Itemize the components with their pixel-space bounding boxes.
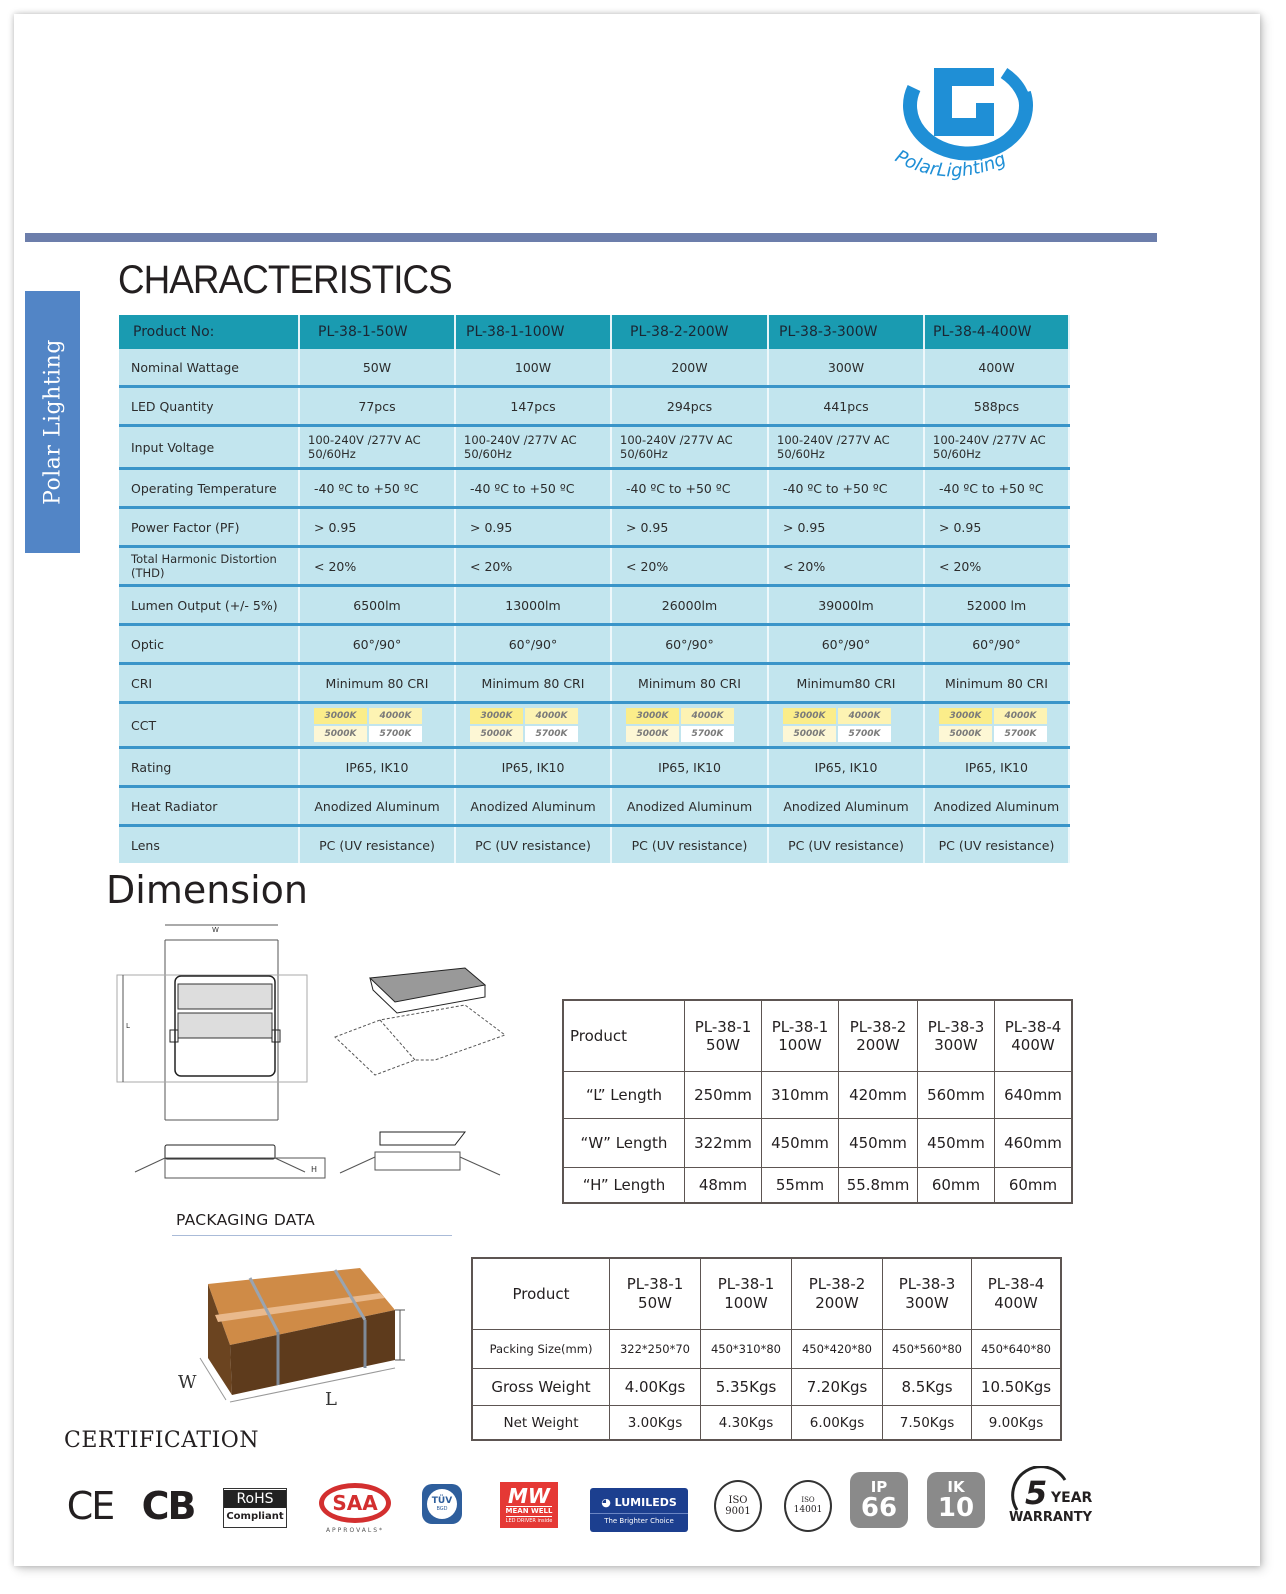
row-label: Optic bbox=[119, 625, 299, 664]
row-label: “L” Length bbox=[563, 1072, 685, 1119]
cct-chip: 5000K bbox=[939, 726, 992, 742]
cct-cell bbox=[611, 703, 768, 748]
cct-chip: 5700K bbox=[838, 726, 891, 742]
value-cell: 7.20Kgs bbox=[792, 1369, 883, 1406]
saa-badge-icon bbox=[314, 1478, 396, 1538]
logo-g-icon bbox=[934, 68, 994, 136]
value-cell: 100-240V /277V AC 50/60Hz bbox=[768, 426, 924, 469]
tuv-badge-icon bbox=[422, 1484, 462, 1524]
value-cell: 460mm bbox=[995, 1119, 1073, 1168]
cct-options bbox=[783, 708, 891, 742]
warranty-badge-icon bbox=[1005, 1466, 1100, 1530]
table-header-row bbox=[119, 315, 1069, 349]
mean-well-badge-icon bbox=[500, 1482, 558, 1528]
value-cell: 6.00Kgs bbox=[792, 1406, 883, 1441]
value-cell: 420mm bbox=[839, 1072, 918, 1119]
cct-chip: 4000K bbox=[681, 708, 734, 724]
value-cell: 9.00Kgs bbox=[972, 1406, 1062, 1441]
value-cell: 450mm bbox=[762, 1119, 839, 1168]
header-cell: PL-38-4-400W bbox=[924, 315, 1069, 349]
meanwell-name: MEAN WELL bbox=[505, 1506, 553, 1515]
header-cell: PL-38-1-100W bbox=[455, 315, 611, 349]
value-cell: 310mm bbox=[762, 1072, 839, 1119]
value-cell: 450mm bbox=[918, 1119, 995, 1168]
value-cell: 250mm bbox=[685, 1072, 762, 1119]
value-cell: 13000lm bbox=[455, 586, 611, 625]
value-cell: PC (UV resistance) bbox=[611, 826, 768, 864]
header-cell: PL-38-3-300W bbox=[768, 315, 924, 349]
value-cell: Anodized Aluminum bbox=[924, 787, 1069, 826]
value-cell: 100-240V /277V AC 50/60Hz bbox=[924, 426, 1069, 469]
value-cell: 60°/90° bbox=[611, 625, 768, 664]
cct-chip: 3000K bbox=[783, 708, 836, 724]
value-cell: > 0.95 bbox=[768, 508, 924, 547]
table-row bbox=[119, 349, 1069, 387]
value-cell: IP65, IK10 bbox=[924, 748, 1069, 787]
ce-mark-icon: CE bbox=[66, 1484, 114, 1528]
table-row bbox=[472, 1406, 1061, 1441]
row-label: Heat Radiator bbox=[119, 787, 299, 826]
dimension-heading: Dimension bbox=[106, 868, 308, 912]
value-cell: 77pcs bbox=[299, 387, 455, 426]
side-tab-label: Polar Lighting bbox=[40, 339, 65, 505]
row-label: “W” Length bbox=[563, 1119, 685, 1168]
value-cell: 60mm bbox=[995, 1168, 1073, 1204]
table-row bbox=[119, 703, 1069, 748]
warranty-years: 5 bbox=[1025, 1474, 1048, 1512]
iso-9001-badge-icon bbox=[714, 1480, 762, 1532]
cct-chip: 4000K bbox=[994, 708, 1047, 724]
value-cell: 50W bbox=[299, 349, 455, 387]
value-cell: Minimum80 CRI bbox=[768, 664, 924, 703]
row-label: Input Voltage bbox=[119, 426, 299, 469]
value-cell: PC (UV resistance) bbox=[299, 826, 455, 864]
iso9001-label: ISO bbox=[728, 1495, 748, 1506]
row-label: Total Harmonic Distortion (THD) bbox=[119, 547, 299, 586]
cb-mark-icon: CB bbox=[141, 1484, 195, 1528]
header-divider bbox=[25, 233, 1157, 242]
value-cell: 39000lm bbox=[768, 586, 924, 625]
ip-label: IP bbox=[870, 1477, 888, 1496]
value-cell: 5.35Kgs bbox=[701, 1369, 792, 1406]
value-cell: 200W bbox=[611, 349, 768, 387]
cct-chip: 5000K bbox=[626, 726, 679, 742]
cct-chip: 5000K bbox=[783, 726, 836, 742]
value-cell: 450*310*80 bbox=[701, 1330, 792, 1369]
iso14001-number: 14001 bbox=[793, 1505, 823, 1515]
ik10-badge-icon bbox=[927, 1472, 985, 1528]
value-cell: 450mm bbox=[839, 1119, 918, 1168]
cct-chip: 4000K bbox=[525, 708, 578, 724]
value-cell: > 0.95 bbox=[924, 508, 1069, 547]
box-w-label: W bbox=[178, 1372, 197, 1393]
dimension-header-row bbox=[563, 1000, 1072, 1072]
cct-options bbox=[314, 708, 422, 742]
table-row bbox=[563, 1119, 1072, 1168]
cct-cell bbox=[455, 703, 611, 748]
product-cell: PL-38-1 50W bbox=[610, 1258, 701, 1330]
value-cell: 100-240V /277V AC 50/60Hz bbox=[611, 426, 768, 469]
table-row bbox=[119, 387, 1069, 426]
l-label: L bbox=[126, 1022, 130, 1030]
saa-sublabel: APPROVALS* bbox=[325, 1526, 385, 1534]
value-cell: 10.50Kgs bbox=[972, 1369, 1062, 1406]
certification-badges bbox=[60, 1466, 1110, 1546]
product-cell: PL-38-4 400W bbox=[995, 1000, 1073, 1072]
row-label: LED Quantity bbox=[119, 387, 299, 426]
row-label: Lumen Output (+/- 5%) bbox=[119, 586, 299, 625]
logo-text: PolarLighting bbox=[891, 146, 1010, 182]
cct-chip: 5700K bbox=[994, 726, 1047, 742]
value-cell: PC (UV resistance) bbox=[455, 826, 611, 864]
table-row bbox=[472, 1330, 1061, 1369]
cct-chip: 5000K bbox=[314, 726, 367, 742]
value-cell: > 0.95 bbox=[299, 508, 455, 547]
value-cell: 300W bbox=[768, 349, 924, 387]
value-cell: Minimum 80 CRI bbox=[299, 664, 455, 703]
table-row bbox=[119, 748, 1069, 787]
value-cell: 100W bbox=[455, 349, 611, 387]
cct-cell bbox=[768, 703, 924, 748]
table-row bbox=[119, 625, 1069, 664]
value-cell: 60mm bbox=[918, 1168, 995, 1204]
value-cell: 100-240V /277V AC 50/60Hz bbox=[299, 426, 455, 469]
value-cell: 55mm bbox=[762, 1168, 839, 1204]
value-cell: PC (UV resistance) bbox=[768, 826, 924, 864]
value-cell: Anodized Aluminum bbox=[611, 787, 768, 826]
value-cell: IP65, IK10 bbox=[455, 748, 611, 787]
lumileds-name: ◕ LUMILEDS bbox=[601, 1495, 677, 1509]
value-cell: 450*560*80 bbox=[883, 1330, 972, 1369]
tuv-sublabel: BGD bbox=[436, 1506, 448, 1512]
ip66-badge-icon bbox=[850, 1472, 908, 1528]
row-label: Rating bbox=[119, 748, 299, 787]
value-cell: 322mm bbox=[685, 1119, 762, 1168]
value-cell: 441pcs bbox=[768, 387, 924, 426]
value-cell: Minimum 80 CRI bbox=[455, 664, 611, 703]
value-cell: < 20% bbox=[768, 547, 924, 586]
rohs-label: RoHS bbox=[224, 1490, 286, 1508]
tuv-label: TÜV bbox=[431, 1496, 453, 1506]
side-tab bbox=[25, 291, 80, 553]
cct-chip: 3000K bbox=[314, 708, 367, 724]
product-cell: PL-38-1 100W bbox=[701, 1258, 792, 1330]
value-cell: Minimum 80 CRI bbox=[611, 664, 768, 703]
value-cell: < 20% bbox=[611, 547, 768, 586]
characteristics-table bbox=[119, 315, 1070, 863]
table-row bbox=[563, 1072, 1072, 1119]
row-label: CCT bbox=[119, 703, 299, 748]
table-row bbox=[119, 826, 1069, 864]
value-cell: 294pcs bbox=[611, 387, 768, 426]
rohs-badge-icon bbox=[223, 1488, 287, 1528]
value-cell: Anodized Aluminum bbox=[455, 787, 611, 826]
row-label: Operating Temperature bbox=[119, 469, 299, 508]
value-cell: 60°/90° bbox=[455, 625, 611, 664]
value-cell: -40 ºC to +50 ºC bbox=[299, 469, 455, 508]
value-cell: < 20% bbox=[455, 547, 611, 586]
ik-value: 10 bbox=[937, 1492, 975, 1523]
value-cell: 100-240V /277V AC 50/60Hz bbox=[455, 426, 611, 469]
table-row bbox=[119, 508, 1069, 547]
cct-chip: 5000K bbox=[470, 726, 523, 742]
value-cell: IP65, IK10 bbox=[768, 748, 924, 787]
row-label: Packing Size(mm) bbox=[472, 1330, 610, 1369]
value-cell: PC (UV resistance) bbox=[924, 826, 1069, 864]
h-label: H bbox=[311, 1165, 318, 1174]
value-cell: 147pcs bbox=[455, 387, 611, 426]
packaging-header-row bbox=[472, 1258, 1061, 1330]
value-cell: 450*420*80 bbox=[792, 1330, 883, 1369]
value-cell: IP65, IK10 bbox=[299, 748, 455, 787]
cct-options bbox=[470, 708, 578, 742]
value-cell: Anodized Aluminum bbox=[768, 787, 924, 826]
iso-14001-badge-icon bbox=[784, 1480, 832, 1532]
packaging-heading: PACKAGING DATA bbox=[176, 1211, 315, 1229]
lumileds-tagline: The Brighter Choice bbox=[590, 1513, 688, 1528]
product-cell: PL-38-2 200W bbox=[839, 1000, 918, 1072]
w-label: W bbox=[212, 926, 219, 934]
certification-heading: CERTIFICATION bbox=[64, 1428, 260, 1453]
table-row bbox=[119, 586, 1069, 625]
cct-chip: 5700K bbox=[681, 726, 734, 742]
warranty-label: WARRANTY bbox=[1009, 1510, 1093, 1525]
value-cell: > 0.95 bbox=[611, 508, 768, 547]
product-cell: PL-38-1 50W bbox=[685, 1000, 762, 1072]
value-cell: < 20% bbox=[299, 547, 455, 586]
packaging-header-label: Product bbox=[472, 1258, 610, 1330]
value-cell: 400W bbox=[924, 349, 1069, 387]
header-cell: Product No: bbox=[119, 315, 299, 349]
characteristics-heading: CHARACTERISTICS bbox=[118, 258, 452, 302]
row-label: Lens bbox=[119, 826, 299, 864]
dimension-header-label: Product bbox=[563, 1000, 685, 1072]
table-row bbox=[563, 1168, 1072, 1204]
ip-value: 66 bbox=[860, 1492, 898, 1523]
value-cell: 4.30Kgs bbox=[701, 1406, 792, 1441]
value-cell: < 20% bbox=[924, 547, 1069, 586]
value-cell: Minimum 80 CRI bbox=[924, 664, 1069, 703]
cct-options bbox=[626, 708, 734, 742]
value-cell: 7.50Kgs bbox=[883, 1406, 972, 1441]
product-cell: PL-38-1 100W bbox=[762, 1000, 839, 1072]
table-row bbox=[119, 547, 1069, 586]
value-cell: 322*250*70 bbox=[610, 1330, 701, 1369]
cct-options bbox=[939, 708, 1047, 742]
rohs-sublabel: Compliant bbox=[226, 1511, 284, 1522]
value-cell: 6500lm bbox=[299, 586, 455, 625]
table-row bbox=[119, 787, 1069, 826]
iso14001-label: ISO bbox=[801, 1496, 815, 1504]
table-row bbox=[119, 426, 1069, 469]
value-cell: 48mm bbox=[685, 1168, 762, 1204]
value-cell: 588pcs bbox=[924, 387, 1069, 426]
value-cell: > 0.95 bbox=[455, 508, 611, 547]
cct-chip: 5700K bbox=[525, 726, 578, 742]
row-label: Nominal Wattage bbox=[119, 349, 299, 387]
logo-arc-icon bbox=[1004, 73, 1026, 110]
value-cell: 60°/90° bbox=[924, 625, 1069, 664]
value-cell: -40 ºC to +50 ºC bbox=[455, 469, 611, 508]
meanwell-sublabel: LED DRIVER inside bbox=[505, 1517, 553, 1524]
packaging-box-illustration bbox=[170, 1260, 420, 1410]
cct-chip: 3000K bbox=[626, 708, 679, 724]
value-cell: 52000 lm bbox=[924, 586, 1069, 625]
value-cell: 450*640*80 bbox=[972, 1330, 1062, 1369]
value-cell: 4.00Kgs bbox=[610, 1369, 701, 1406]
value-cell: IP65, IK10 bbox=[611, 748, 768, 787]
packaging-divider bbox=[172, 1235, 452, 1236]
cct-cell bbox=[924, 703, 1069, 748]
row-label: Net Weight bbox=[472, 1406, 610, 1441]
value-cell: 55.8mm bbox=[839, 1168, 918, 1204]
value-cell: 560mm bbox=[918, 1072, 995, 1119]
row-label: Gross Weight bbox=[472, 1369, 610, 1406]
cct-chip: 5700K bbox=[369, 726, 422, 742]
product-cell: PL-38-4 400W bbox=[972, 1258, 1062, 1330]
row-label: CRI bbox=[119, 664, 299, 703]
value-cell: 26000lm bbox=[611, 586, 768, 625]
cct-chip: 3000K bbox=[939, 708, 992, 724]
value-cell: 3.00Kgs bbox=[610, 1406, 701, 1441]
dimension-drawings bbox=[115, 920, 535, 1190]
product-cell: PL-38-2 200W bbox=[792, 1258, 883, 1330]
product-cell: PL-38-3 300W bbox=[918, 1000, 995, 1072]
packaging-table bbox=[471, 1257, 1062, 1441]
row-label: “H” Length bbox=[563, 1168, 685, 1204]
lumileds-badge-icon bbox=[590, 1488, 688, 1532]
dimension-table bbox=[562, 999, 1073, 1204]
cct-chip: 3000K bbox=[470, 708, 523, 724]
value-cell: 60°/90° bbox=[768, 625, 924, 664]
cct-chip: 4000K bbox=[838, 708, 891, 724]
meanwell-logo: MW bbox=[508, 1483, 550, 1508]
box-l-label: L bbox=[325, 1389, 337, 1410]
cct-chip: 4000K bbox=[369, 708, 422, 724]
value-cell: -40 ºC to +50 ºC bbox=[611, 469, 768, 508]
table-row bbox=[472, 1369, 1061, 1406]
front-view-drawing bbox=[117, 925, 325, 1178]
row-label: Power Factor (PF) bbox=[119, 508, 299, 547]
polar-lighting-logo bbox=[884, 48, 1044, 198]
perspective-drawing bbox=[335, 968, 505, 1175]
value-cell: -40 ºC to +50 ºC bbox=[768, 469, 924, 508]
saa-label: SAA bbox=[319, 1483, 391, 1523]
table-row bbox=[119, 664, 1069, 703]
warranty-year-label: YEAR bbox=[1051, 1490, 1093, 1506]
value-cell: 640mm bbox=[995, 1072, 1073, 1119]
table-row bbox=[119, 469, 1069, 508]
value-cell: Anodized Aluminum bbox=[299, 787, 455, 826]
ik-label: IK bbox=[947, 1477, 965, 1496]
header-cell: PL-38-2-200W bbox=[611, 315, 768, 349]
value-cell: 60°/90° bbox=[299, 625, 455, 664]
iso9001-number: 9001 bbox=[725, 1506, 751, 1517]
cct-cell bbox=[299, 703, 455, 748]
header-cell: PL-38-1-50W bbox=[299, 315, 455, 349]
value-cell: 8.5Kgs bbox=[883, 1369, 972, 1406]
value-cell: -40 ºC to +50 ºC bbox=[924, 469, 1069, 508]
product-cell: PL-38-3 300W bbox=[883, 1258, 972, 1330]
